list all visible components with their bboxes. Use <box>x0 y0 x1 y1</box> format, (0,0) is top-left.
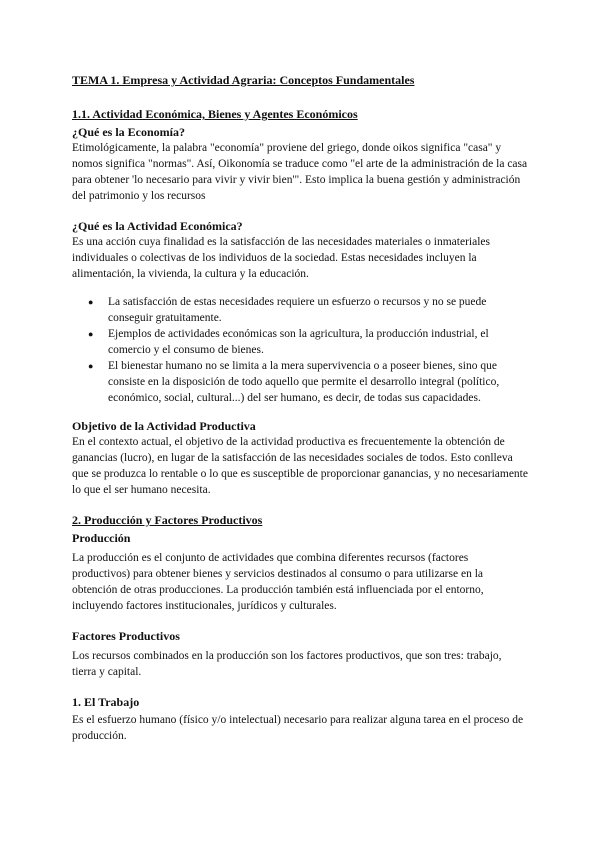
economia-heading: ¿Qué es la Economía? <box>72 125 185 139</box>
bullet-icon: ● <box>88 361 94 371</box>
list-item-text: La satisfacción de estas necesidades requiere un esfuerzo o recursos y no se puede conseguir gratuitamente. <box>108 296 487 324</box>
actividad-heading: ¿Qué es la Actividad Económica? <box>72 219 243 233</box>
factores-paragraph: Los recursos combinados en la producción son los factores productivos, que son tres: trabajo, tierra y capital. <box>72 650 502 678</box>
actividad-bullet-list <box>72 294 528 406</box>
section-1-1-heading: 1.1. Actividad Económica, Bienes y Agentes Económicos <box>72 107 358 121</box>
factores-heading: Factores Productivos <box>72 629 180 643</box>
objetivo-paragraph: En el contexto actual, el objetivo de la actividad productiva es frecuentemente la obtención de ganancias (lucro), en lugar de la satisfacción de las necesidades sociales de todos. Esto conlleva que se produzca lo rentable o lo que es susceptible de proporcionar ganancias, y no necesariamente lo que el ser humano necesita. <box>72 436 528 496</box>
objetivo-heading: Objetivo de la Actividad Productiva <box>72 419 256 433</box>
economia-paragraph: Etimológicamente, la palabra "economía" proviene del griego, donde oikos significa "casa" y nomos significa "normas". Así, Oikonomía se traduce como "el arte de la administración de la casa para obtener 'lo necesario para vivir y vivir bien'". Esto implica la buena gestión y administración del patrimonio y los recursos <box>72 142 528 202</box>
actividad-paragraph: Es una acción cuya finalidad es la satisfacción de las necesidades materiales o inmateriales individuales o colectivas de los individuos de la sociedad. Estas necesidades incluyen la alimentación, la vivienda, la cultura y la educación. <box>72 236 490 280</box>
list-item <box>72 358 528 406</box>
trabajo-paragraph: Es el esfuerzo humano (físico y/o intelectual) necesario para realizar alguna tarea en el proceso de producción. <box>72 714 524 742</box>
trabajo-heading: 1. El Trabajo <box>72 695 140 709</box>
bullet-icon: ● <box>88 329 94 339</box>
list-item <box>72 294 528 326</box>
bullet-icon: ● <box>88 297 94 307</box>
produccion-heading: Producción <box>72 531 131 545</box>
section-2-heading: 2. Producción y Factores Productivos <box>72 513 263 527</box>
list-item <box>72 326 528 358</box>
list-item-text: El bienestar humano no se limita a la mera supervivencia o a poseer bienes, sino que consiste en la disposición de todo aquello que permite el desarrollo integral (político, económico, social, cultural...) del ser humano, es decir, de todas sus capacidades. <box>108 360 500 404</box>
produccion-paragraph: La producción es el conjunto de actividades que combina diferentes recursos (factores productivos) para obtener bienes y servicios destinados al consumo o para utilizarse en la obtención de otras producciones. La producción también está influenciada por el entorno, incluyendo factores institucionales, jurídicos y culturales. <box>72 552 484 612</box>
document-title: TEMA 1. Empresa y Actividad Agraria: Conceptos Fundamentales <box>72 73 415 87</box>
list-item-text: Ejemplos de actividades económicas son la agricultura, la producción industrial, el comercio y el consumo de bienes. <box>108 328 489 356</box>
